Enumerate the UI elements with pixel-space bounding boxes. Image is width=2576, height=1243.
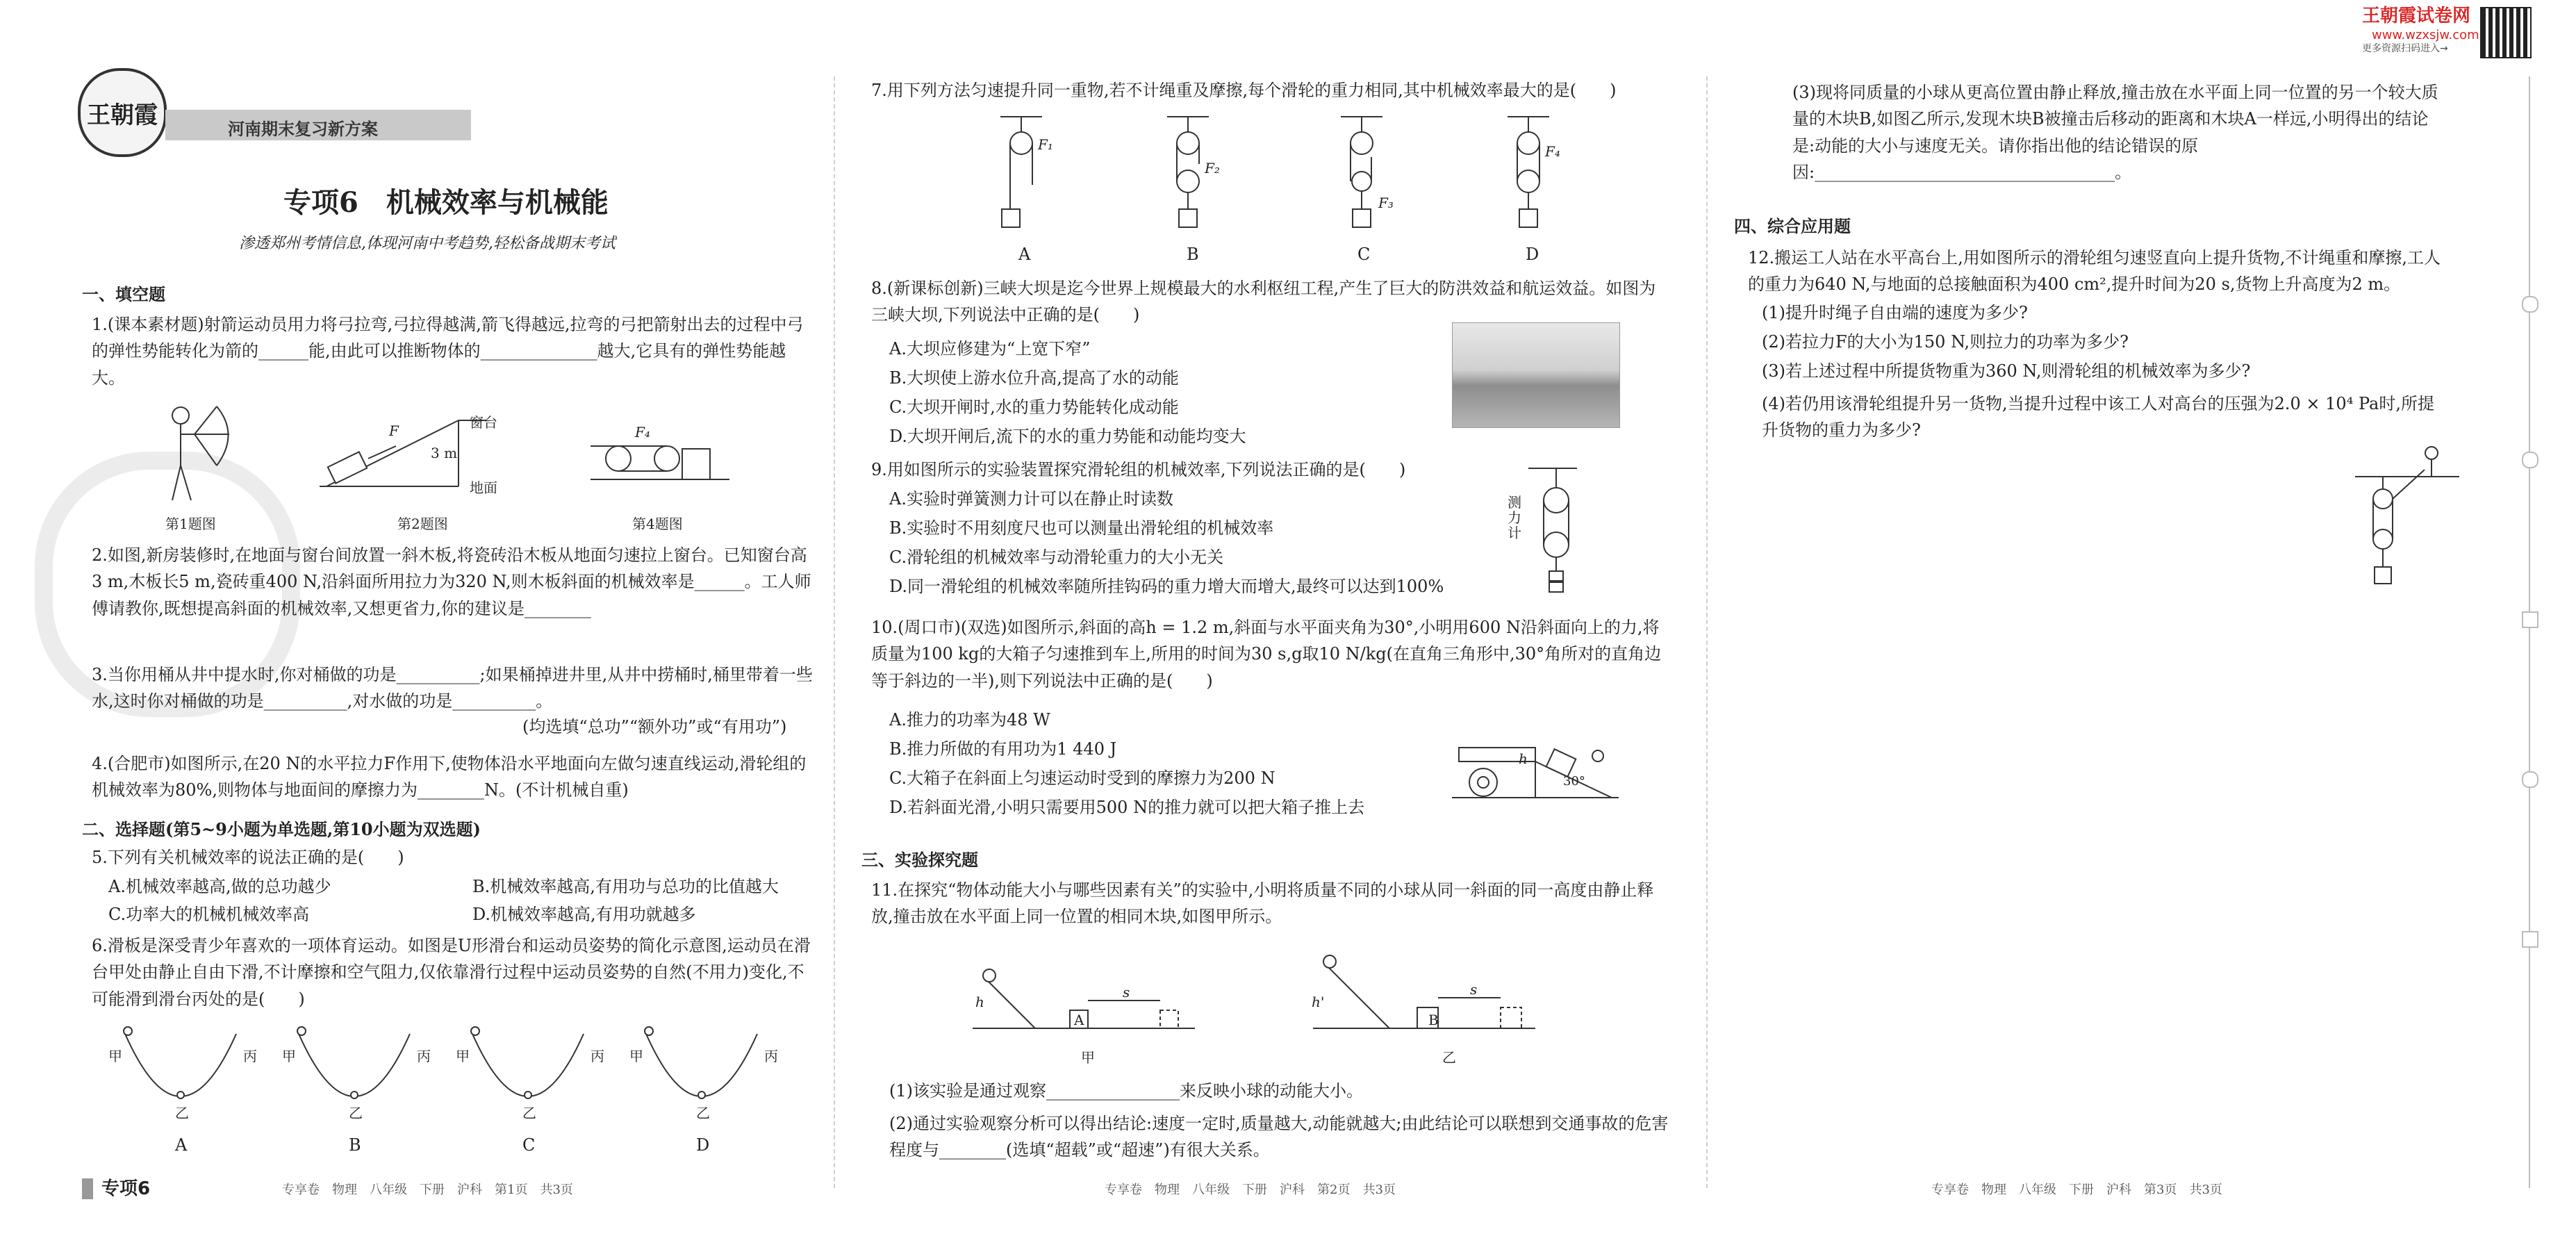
ramp-b-bottom: 乙 bbox=[349, 1105, 363, 1121]
question-3: 3.当你用桶从井中提水时,你对桶做的功是__________;如果桶掉进井里,从井中捞桶时,桶里带着一些水,这时你对桶做的功是__________,对水做的功是__________。 bbox=[92, 665, 813, 711]
series-title: 河南期末复习新方案 bbox=[228, 120, 378, 139]
archer-figure bbox=[153, 403, 250, 507]
question-10: 10.(周口市)(双选)如图所示,斜面的高h = 1.2 m,斜面与水平面夹角为30°,小明用600 N沿斜面向上的力,将质量为100 kg的大箱子匀速推到车上,所用的时间为30 s,g取10 N/kg(在直角三角形中,30°角所对的直角边等于斜边的一半),则下列说法中正确的是( ) bbox=[871, 618, 1662, 691]
column-divider-2 bbox=[1706, 76, 1708, 1188]
q12-part-3: (3)若上述过程中所提货物重为360 N,则滑轮组的机械效率为多少? bbox=[1762, 361, 2251, 381]
ramp-d-left: 甲 bbox=[629, 1048, 643, 1064]
caption-fig-4: 第4题图 bbox=[632, 516, 683, 532]
question-4: 4.(合肥市)如图所示,在20 N的水平拉力F作用下,使物体沿水平地面向左做匀速直线运动,滑轮组的机械效率为80%,则物体与地面间的摩擦力为________N。(不计机械自重) bbox=[92, 754, 807, 800]
watermark-url: www.wzxsjw.com bbox=[2372, 28, 2479, 42]
q10-fig-angle: 30° bbox=[1563, 774, 1585, 789]
binding-mark bbox=[2522, 611, 2538, 628]
footer-page-1: 专享卷 物理 八年级 下册 沪科 第1页 共3页 bbox=[282, 1183, 573, 1197]
q5-option-b: B.机械效率越高,有用功与总功的比值越大 bbox=[472, 877, 779, 896]
q7-option-c: C bbox=[1357, 245, 1371, 264]
page-title: 专项6 机械效率与机械能 bbox=[283, 186, 609, 219]
q12-part-1: (1)提升时绳子自由端的速度为多少? bbox=[1762, 303, 2028, 322]
q8-option-b: B.大坝使上游水位升高,提高了水的动能 bbox=[889, 368, 1179, 388]
q10-fig-h: h bbox=[1519, 750, 1528, 767]
dam-photo bbox=[1452, 322, 1620, 428]
q8-option-c: C.大坝开闸时,水的重力势能转化成动能 bbox=[889, 397, 1179, 417]
q12-part-4: (4)若仍用该滑轮组提升另一货物,当提升过程中该工人对高台的压强为2.0 × 10⁴ Pa时,所提升货物的重力为多少? bbox=[1762, 394, 2434, 441]
fig-b-s: s bbox=[1470, 981, 1478, 998]
question-2: 2.如图,新房装修时,在地面与窗台间放置一斜木板,将瓷砖沿木板从地面匀速拉上窗台。已知窗台高3 m,木板长5 m,瓷砖重400 N,沿斜面所用拉力为320 N,则木板斜面的机械效率是______。工人师傅请教你,既想提高斜面的机械效率,又想更省力,你的建议是________ bbox=[92, 545, 811, 618]
spring-scale-figure bbox=[1528, 467, 1584, 606]
section-experiment: 三、实验探究题 bbox=[861, 850, 978, 870]
page-subtitle: 渗透郑州考情信息,体现河南中考趋势,轻松备战期末考试 bbox=[239, 235, 616, 252]
q7-force-2: F₂ bbox=[1205, 160, 1220, 176]
q10-option-a: A.推力的功率为48 W bbox=[889, 710, 1050, 730]
binding-mark bbox=[2522, 296, 2538, 313]
q6-option-d: D bbox=[696, 1135, 710, 1155]
fig-a-block: A bbox=[1074, 1012, 1084, 1028]
question-7: 7.用下列方法匀速提升同一重物,若不计绳重及摩擦,每个滑轮的重力相同,其中机械效率最大的是( ) bbox=[871, 81, 1617, 100]
q10-option-d: D.若斜面光滑,小明只需要用500 N的推力就可以把大箱子推上去 bbox=[889, 798, 1365, 817]
q6-option-c: C bbox=[522, 1135, 536, 1155]
u-ramp-b bbox=[292, 1027, 417, 1103]
pulley-d bbox=[1508, 115, 1563, 233]
section-fill-blank: 一、填空题 bbox=[82, 284, 165, 304]
question-11-part-1: (1)该实验是通过观察________________来反映小球的动能大小。 bbox=[889, 1081, 1363, 1101]
truck-ramp-figure bbox=[1452, 720, 1619, 803]
q6-option-b: B bbox=[349, 1135, 361, 1155]
question-1: 1.(课本素材题)射箭运动员用力将弓拉弯,弓拉得越满,箭飞得越远,拉弯的弓把箭射出去的过程中弓的弹性势能转化为箭的______能,由此可以推断物体的______________越大,它具有的弹性势能越大。 bbox=[92, 315, 804, 388]
footer-tag-bar bbox=[82, 1178, 93, 1199]
qr-code bbox=[2480, 7, 2532, 58]
q7-option-a: A bbox=[1018, 245, 1031, 264]
watermark-brand: 王朝霞试卷网 bbox=[2362, 6, 2471, 26]
fig-a-h: h bbox=[975, 994, 984, 1010]
fig2-ground-label: 地面 bbox=[470, 479, 497, 496]
question-6: 6.滑板是深受青少年喜欢的一项体育运动。如图是U形滑台和运动员姿势的简化示意图,运动员在滑台甲处由静止自由下滑,不计摩擦和空气阻力,仅依靠滑行过程中运动员姿势的自然(不用力)变化,不可能滑到滑台丙处的是( ) bbox=[92, 936, 811, 1009]
binding-mark bbox=[2522, 771, 2538, 788]
series-banner bbox=[165, 110, 471, 140]
ramp-b-left: 甲 bbox=[282, 1048, 296, 1064]
q8-option-d: D.大坝开闸后,流下的水的重力势能和动能均变大 bbox=[889, 427, 1246, 446]
ramp-d-right: 丙 bbox=[764, 1048, 778, 1064]
question-3-hint: (均选填“总功”“额外功”或“有用功”) bbox=[522, 717, 787, 736]
fig2-window-label: 窗台 bbox=[470, 414, 497, 431]
section-choice: 二、选择题(第5~9小题为单选题,第10小题为双选题) bbox=[82, 819, 481, 839]
fig-b-caption: 乙 bbox=[1442, 1049, 1456, 1066]
q12-part-2: (2)若拉力F的大小为150 N,则拉力的功率为多少? bbox=[1762, 332, 2129, 352]
question-11-part-2: (2)通过实验观察分析可以得出结论:速度一定时,质量越大,动能就越大;由此结论可以联想到交通事故的危害程度与________(选填“超载”或“超速”)有很大关系。 bbox=[889, 1114, 1669, 1160]
question-9: 9.用如图所示的实验装置探究滑轮组的机械效率,下列说法正确的是( ) bbox=[871, 460, 1406, 479]
q7-option-b: B bbox=[1187, 245, 1199, 264]
q9-option-a: A.实验时弹簧测力计可以在静止时读数 bbox=[889, 489, 1173, 509]
footer-page-2: 专享卷 物理 八年级 下册 沪科 第2页 共3页 bbox=[1105, 1183, 1396, 1197]
q5-option-d: D.机械效率越高,有用功就越多 bbox=[472, 905, 696, 924]
footer-page-3: 专享卷 物理 八年级 下册 沪科 第3页 共3页 bbox=[1931, 1183, 2222, 1197]
logo-text: 王朝霞 bbox=[87, 101, 158, 129]
q5-option-c: C.功率大的机械机械效率高 bbox=[108, 905, 310, 924]
watermark-slogan: 更多资源扫码进入→ bbox=[2362, 43, 2448, 54]
logo-seal bbox=[78, 68, 167, 157]
pulley-block-figure bbox=[591, 431, 729, 486]
q10-option-b: B.推力所做的有用功为1 440 J bbox=[889, 739, 1117, 759]
ramp-a-left: 甲 bbox=[108, 1048, 122, 1064]
binding-line bbox=[2529, 76, 2530, 1188]
ramp-b-right: 丙 bbox=[417, 1048, 431, 1064]
binding-mark bbox=[2522, 452, 2538, 468]
fig-a-caption: 甲 bbox=[1081, 1049, 1095, 1066]
ramp-a-bottom: 乙 bbox=[175, 1105, 189, 1121]
footer-tag: 专项6 bbox=[101, 1178, 151, 1199]
ramp-c-left: 甲 bbox=[456, 1048, 470, 1064]
u-ramp-c bbox=[465, 1027, 591, 1103]
fig4-force-label: F₄ bbox=[635, 424, 650, 441]
q7-force-3: F₃ bbox=[1378, 195, 1394, 211]
q6-option-a: A bbox=[175, 1135, 188, 1155]
worker-pulley-figure bbox=[2355, 442, 2459, 595]
fig-a-s: s bbox=[1123, 984, 1130, 1001]
q7-option-d: D bbox=[1526, 245, 1539, 264]
question-11: 11.在探究“物体动能大小与哪些因素有关”的实验中,小明将质量不同的小球从同一斜面的同一高度由静止释放,撞击放在水平面上同一位置的相同木块,如图甲所示。 bbox=[871, 880, 1654, 927]
fig2-force-label: F bbox=[389, 422, 399, 439]
ramp-a-right: 丙 bbox=[243, 1048, 257, 1064]
q9-option-b: B.实验时不用刻度尺也可以测量出滑轮组的机械效率 bbox=[889, 518, 1274, 538]
fig-b-block: B bbox=[1428, 1012, 1439, 1028]
question-11-part-3: (3)现将同质量的小球从更高位置由静止释放,撞击放在水平面上同一位置的另一个较大质量的木块B,如图乙所示,发现木块B被撞击后移动的距离和木块A一样远,小明得出的结论是:动能的大小与速度无关。请你指出他的结论错误的原因:____________________________________。 bbox=[1792, 83, 2438, 183]
question-5: 5.下列有关机械效率的说法正确的是( ) bbox=[92, 848, 404, 867]
caption-fig-1: 第1题图 bbox=[165, 516, 216, 532]
u-ramp-d bbox=[639, 1027, 764, 1103]
q7-force-4: F₄ bbox=[1545, 143, 1560, 160]
question-12: 12.搬运工人站在水平高台上,用如图所示的滑轮组匀速竖直向上提升货物,不计绳重和摩擦,工人的重力为640 N,与地面的总接触面积为400 cm²,提升时间为20 s,货物上升高度为2 m。 bbox=[1748, 248, 2441, 295]
fig2-height-label: 3 m bbox=[431, 445, 458, 461]
ramp-d-bottom: 乙 bbox=[696, 1105, 710, 1121]
section-application: 四、综合应用题 bbox=[1734, 216, 1851, 236]
fig-b-h: h' bbox=[1312, 994, 1325, 1010]
column-divider-1 bbox=[834, 76, 835, 1188]
q7-force-1: F₁ bbox=[1038, 136, 1053, 153]
q9-option-c: C.滑轮组的机械效率与动滑轮重力的大小无关 bbox=[889, 548, 1224, 567]
caption-fig-2: 第2题图 bbox=[397, 516, 448, 532]
q5-option-a: A.机械效率越高,做的总功越少 bbox=[108, 877, 331, 896]
binding-mark bbox=[2522, 931, 2538, 948]
q8-option-a: A.大坝应修建为“上宽下窄” bbox=[889, 339, 1091, 359]
u-ramp-a bbox=[118, 1027, 243, 1103]
ramp-c-bottom: 乙 bbox=[522, 1105, 536, 1121]
q9-option-d: D.同一滑轮组的机械效率随所挂钩码的重力增大而增大,最终可以达到100% bbox=[889, 577, 1444, 596]
pulley-a bbox=[1000, 115, 1056, 233]
pulley-c bbox=[1341, 115, 1396, 233]
meter-label: 测力计 bbox=[1508, 494, 1521, 541]
experiment-fig-a bbox=[973, 966, 1195, 1042]
q10-option-c: C.大箱子在斜面上匀速运动时受到的摩擦力为200 N bbox=[889, 768, 1275, 788]
experiment-fig-b bbox=[1313, 959, 1535, 1042]
question-8: 8.(新课标创新)三峡大坝是迄今世界上规模最大的水利枢纽工程,产生了巨大的防洪效益和航运效益。如图为三峡大坝,下列说法中正确的是( ) bbox=[871, 279, 1656, 325]
ramp-c-right: 丙 bbox=[591, 1048, 604, 1064]
